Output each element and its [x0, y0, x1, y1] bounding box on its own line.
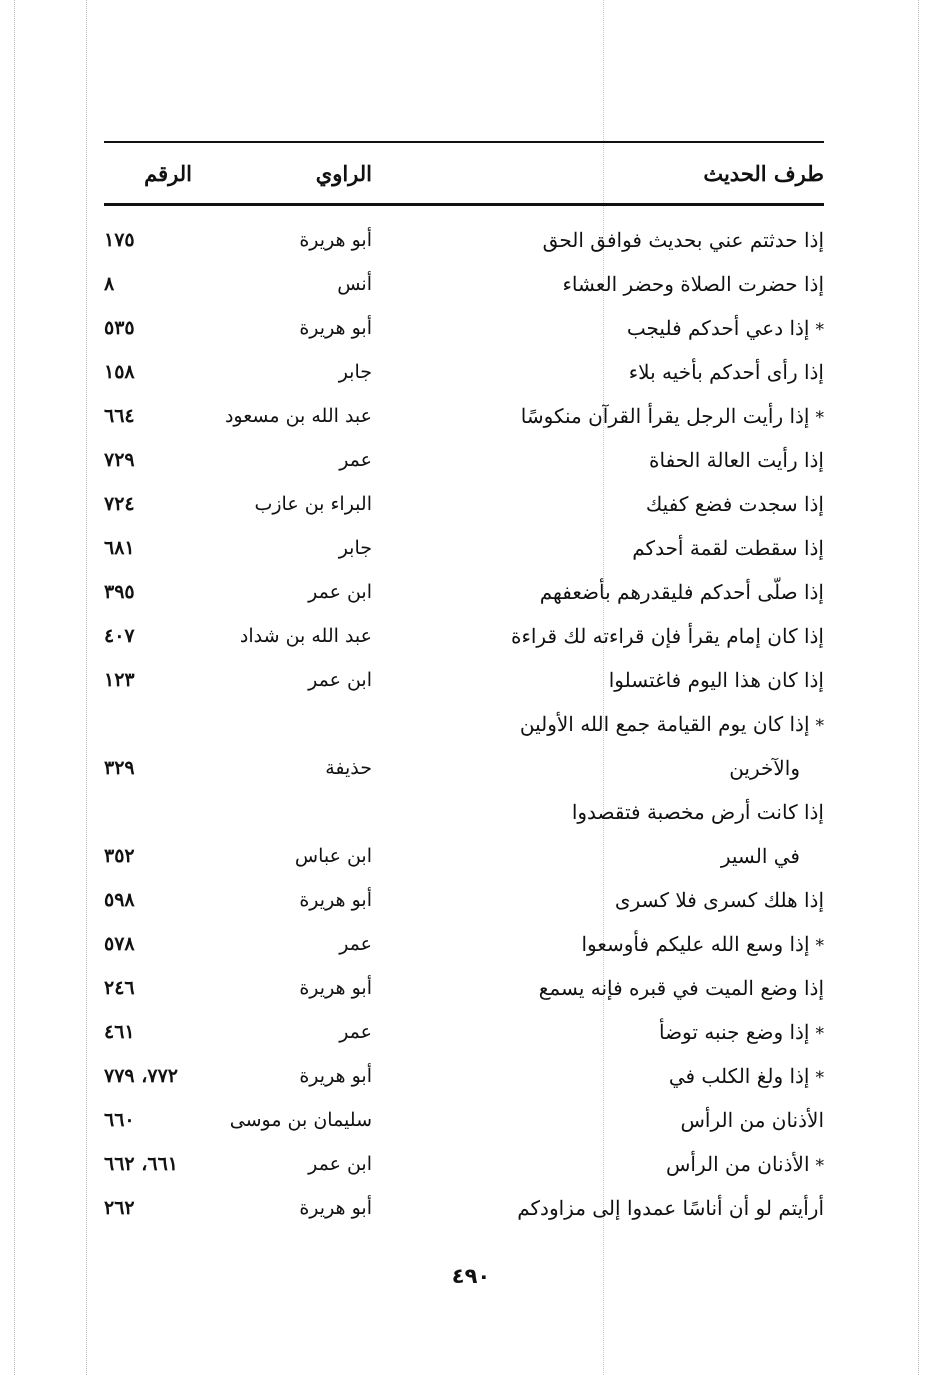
star-marker: * — [815, 716, 824, 736]
hadith-cell — [382, 448, 824, 472]
hadith-text: إذا كان إمام يقرأ فإن قراءته لك قراءة — [510, 624, 824, 648]
scan-guide-line — [14, 0, 15, 1375]
hadith-number: ٦٦١، ٦٦٢ — [104, 1153, 178, 1175]
star-marker: * — [815, 1156, 824, 1176]
number-cell — [104, 845, 192, 867]
hadith-number: ١٢٣ — [104, 669, 135, 691]
star-marker: * — [815, 408, 824, 428]
narrator-cell: ابن عمر — [308, 669, 372, 691]
hadith-cell — [382, 1108, 824, 1132]
hadith-cell — [382, 668, 824, 692]
hadith-text: إذا وضع جنبه توضأ — [658, 1020, 810, 1044]
hadith-text: في السير — [720, 844, 800, 868]
table-row — [104, 394, 824, 438]
hadith-number: ٥٩٨ — [104, 889, 135, 911]
table-row — [104, 1054, 824, 1098]
number-cell — [104, 449, 192, 471]
table-row — [104, 218, 824, 262]
narrator-cell: سليمان بن موسى — [229, 1109, 372, 1131]
hadith-text: إذا رأى أحدكم بأخيه بلاء — [628, 360, 824, 384]
hadith-cell — [382, 1196, 824, 1220]
hadith-text: إذا حضرت الصلاة وحضر العشاء — [562, 272, 824, 296]
hadith-cell — [382, 932, 824, 956]
narrator-cell: جابر — [338, 537, 372, 559]
table-row — [104, 878, 824, 922]
hadith-cell — [382, 404, 824, 428]
narrator-cell: أبو هريرة — [299, 977, 372, 999]
table-row — [104, 702, 824, 746]
hadith-number: ١٧٥ — [104, 229, 135, 251]
index-table — [104, 141, 824, 1230]
hadith-cell — [382, 800, 824, 824]
table-row — [104, 1010, 824, 1054]
hadith-number: ٢٤٦ — [104, 977, 135, 999]
hadith-cell — [382, 976, 824, 1000]
narrator-cell: ابن عمر — [308, 1153, 372, 1175]
hadith-number: ٧٧٢، ٧٧٩ — [104, 1065, 178, 1087]
narrator-cell: حذيفة — [325, 757, 372, 779]
table-row — [104, 922, 824, 966]
hadith-text: أرأيتم لو أن أناسًا عمدوا إلى مزاودكم — [517, 1196, 824, 1220]
hadith-cell — [382, 756, 824, 780]
table-row — [104, 834, 824, 878]
hadith-text: إذا كانت أرض مخصبة فتقصدوا — [571, 800, 824, 824]
hadith-text: إذا صلّى أحدكم فليقدرهم بأضعفهم — [539, 580, 824, 604]
number-cell — [104, 273, 192, 295]
number-cell — [104, 1197, 192, 1219]
table-body — [104, 206, 824, 1230]
hadith-text: إذا رأيت العالة الحفاة — [649, 448, 824, 472]
number-cell — [104, 757, 192, 779]
table-row — [104, 1186, 824, 1230]
narrator-cell: أنس — [337, 273, 372, 295]
hadith-cell — [382, 1064, 824, 1088]
hadith-cell — [382, 712, 824, 736]
hadith-number: ٤٠٧ — [104, 625, 135, 647]
hadith-number: ٨ — [104, 273, 115, 295]
hadith-cell — [382, 624, 824, 648]
narrator-cell: عمر — [339, 1021, 372, 1043]
narrator-cell: ابن عمر — [308, 581, 372, 603]
star-marker: * — [815, 320, 824, 340]
hadith-text: الأذنان من الرأس — [680, 1108, 824, 1132]
header-narrator: الراوي — [315, 160, 372, 186]
scan-guide-line — [86, 0, 87, 1375]
table-row — [104, 1098, 824, 1142]
star-marker: * — [815, 936, 824, 956]
hadith-number: ٦٦٠ — [104, 1109, 135, 1131]
hadith-cell — [382, 360, 824, 384]
hadith-text: إذا وضع الميت في قبره فإنه يسمع — [538, 976, 824, 1000]
star-marker: * — [815, 1024, 824, 1044]
hadith-cell — [382, 888, 824, 912]
table-row — [104, 262, 824, 306]
table-row — [104, 1142, 824, 1186]
hadith-text: إذا رأيت الرجل يقرأ القرآن منكوسًا — [520, 404, 810, 428]
hadith-number: ٧٢٩ — [104, 449, 135, 471]
table-header — [104, 143, 824, 203]
number-cell — [104, 537, 192, 559]
page-number: ٤٩٠ — [451, 1264, 491, 1288]
table-row — [104, 482, 824, 526]
hadith-text: إذا سقطت لقمة أحدكم — [632, 536, 824, 560]
hadith-text: إذا كان يوم القيامة جمع الله الأولين — [519, 712, 810, 736]
hadith-number: ٣٥٢ — [104, 845, 135, 867]
number-cell — [104, 1153, 192, 1175]
hadith-text: إذا سجدت فضع كفيك — [645, 492, 824, 516]
narrator-cell: أبو هريرة — [299, 229, 372, 251]
hadith-text: إذا هلك كسرى فلا كسرى — [614, 888, 824, 912]
hadith-text: والآخرين — [729, 756, 800, 780]
hadith-number: ٧٢٤ — [104, 493, 135, 515]
number-cell — [104, 1065, 192, 1087]
table-row — [104, 306, 824, 350]
narrator-cell: أبو هريرة — [299, 1065, 372, 1087]
hadith-cell — [382, 492, 824, 516]
scan-guide-line — [918, 0, 919, 1375]
hadith-cell — [382, 1152, 824, 1176]
table-row — [104, 746, 824, 790]
hadith-cell — [382, 272, 824, 296]
hadith-text: إذا وسع الله عليكم فأوسعوا — [581, 932, 810, 956]
narrator-cell: أبو هريرة — [299, 1197, 372, 1219]
table-row — [104, 438, 824, 482]
hadith-number: ٦٦٤ — [104, 405, 135, 427]
table-row — [104, 350, 824, 394]
hadith-cell — [382, 228, 824, 252]
hadith-text: الأذنان من الرأس — [665, 1152, 810, 1176]
table-row — [104, 658, 824, 702]
hadith-number: ٦٨١ — [104, 537, 135, 559]
star-marker: * — [815, 1068, 824, 1088]
number-cell — [104, 669, 192, 691]
narrator-cell: ابن عباس — [294, 845, 372, 867]
number-cell — [104, 1021, 192, 1043]
hadith-number: ٥٣٥ — [104, 317, 135, 339]
number-cell — [104, 625, 192, 647]
hadith-text: إذا دعي أحدكم فليجب — [626, 316, 810, 340]
number-cell — [104, 977, 192, 999]
narrator-cell: عمر — [339, 449, 372, 471]
hadith-cell — [382, 536, 824, 560]
number-cell — [104, 405, 192, 427]
hadith-number: ٥٧٨ — [104, 933, 135, 955]
number-cell — [104, 581, 192, 603]
hadith-number: ٣٩٥ — [104, 581, 135, 603]
hadith-text: إذا حدثتم عني بحديث فوافق الحق — [542, 228, 824, 252]
narrator-cell: عمر — [339, 933, 372, 955]
table-row — [104, 614, 824, 658]
number-cell — [104, 1109, 192, 1131]
number-cell — [104, 317, 192, 339]
hadith-cell — [382, 580, 824, 604]
narrator-cell: أبو هريرة — [299, 889, 372, 911]
hadith-number: ٢٦٢ — [104, 1197, 135, 1219]
table-row — [104, 790, 824, 834]
number-cell — [104, 361, 192, 383]
number-cell — [104, 229, 192, 251]
hadith-number: ٣٢٩ — [104, 757, 135, 779]
hadith-cell — [382, 844, 824, 868]
table-row — [104, 526, 824, 570]
header-hadith: طرف الحديث — [703, 160, 824, 186]
hadith-number: ١٥٨ — [104, 361, 135, 383]
header-number: الرقم — [144, 160, 192, 186]
narrator-cell: جابر — [338, 361, 372, 383]
hadith-cell — [382, 1020, 824, 1044]
hadith-text: إذا كان هذا اليوم فاغتسلوا — [608, 668, 824, 692]
narrator-cell: عبد الله بن شداد — [239, 625, 372, 647]
number-cell — [104, 889, 192, 911]
hadith-text: إذا ولغ الكلب في — [668, 1064, 810, 1088]
narrator-cell: البراء بن عازب — [254, 493, 372, 515]
number-cell — [104, 493, 192, 515]
table-row — [104, 570, 824, 614]
table-row — [104, 966, 824, 1010]
narrator-cell: أبو هريرة — [299, 317, 372, 339]
hadith-cell — [382, 316, 824, 340]
hadith-number: ٤٦١ — [104, 1021, 135, 1043]
narrator-cell: عبد الله بن مسعود — [224, 405, 372, 427]
number-cell — [104, 933, 192, 955]
